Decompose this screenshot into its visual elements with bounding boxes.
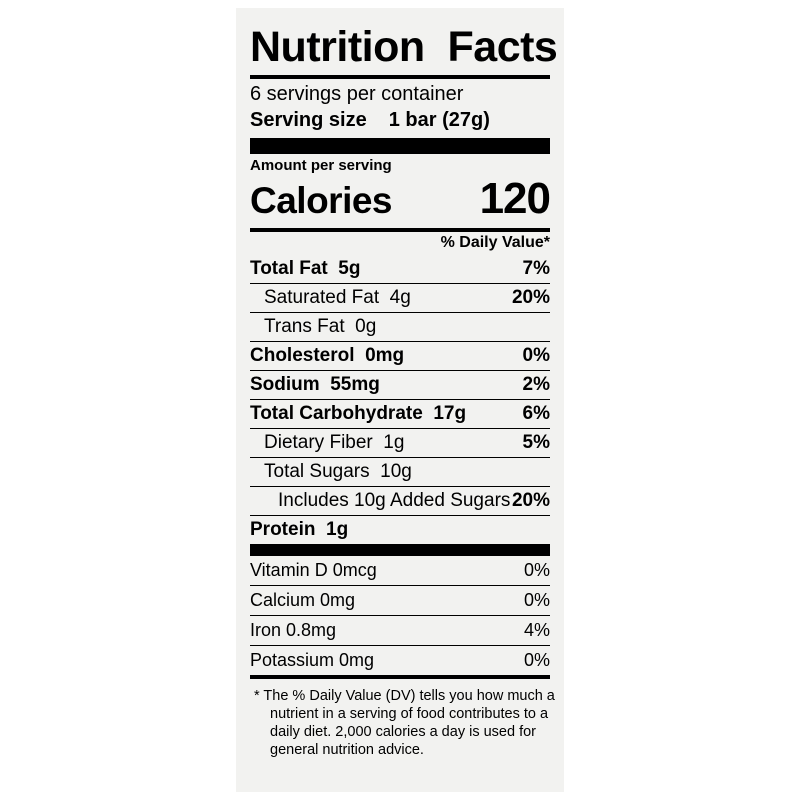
vitamin-row-vitamin-d	[250, 556, 550, 585]
nutrient-percent: 5%	[522, 432, 550, 453]
vitamin-percent: 0%	[523, 560, 550, 580]
nutrient-name: Dietary Fiber 1g	[264, 432, 405, 453]
divider-thick-top	[250, 138, 550, 154]
nutrient-name: Includes 10g Added Sugars	[278, 490, 511, 511]
page-title: Nutrition Facts	[250, 23, 558, 71]
nutrient-row-total-fat	[250, 255, 550, 283]
nutrient-name: Total Carbohydrate 17g	[250, 403, 467, 424]
nutrient-percent: 20%	[511, 287, 550, 308]
vitamin-row-potassium	[250, 645, 550, 675]
nutrient-row-protein	[250, 515, 550, 544]
serving-size-row	[250, 108, 550, 138]
nutrient-name: Protein 1g	[250, 519, 349, 540]
daily-value-header: % Daily Value*	[440, 234, 550, 251]
servings-per-container: 6 servings per container	[250, 83, 464, 105]
vitamin-name: Vitamin D 0mcg	[250, 560, 377, 580]
nutrient-name: Total Fat 5g	[250, 258, 361, 279]
nutrient-name: Saturated Fat 4g	[264, 287, 411, 308]
calories-label: Calories	[250, 180, 393, 221]
calories-value: 120	[479, 174, 550, 223]
vitamin-name: Iron 0.8mg	[250, 620, 337, 640]
nutrient-row-total-sugars	[250, 457, 550, 486]
daily-value-footnote	[250, 679, 555, 760]
nutrient-percent: 7%	[522, 258, 550, 279]
vitamin-row-calcium	[250, 585, 550, 615]
vitamin-name: Calcium 0mg	[250, 590, 356, 610]
serving-size-label: Serving size	[250, 109, 367, 131]
serving-size-value: 1 bar (27g)	[388, 109, 490, 131]
nutrient-percent: 6%	[522, 403, 550, 424]
footnote-line: daily diet. 2,000 calories a day is used for	[270, 724, 536, 741]
vitamin-name: Potassium 0mg	[250, 650, 375, 670]
nutrient-row-trans-fat	[250, 312, 550, 341]
nutrient-row-sodium	[250, 370, 550, 399]
nutrient-name: Sodium 55mg	[250, 374, 380, 395]
footnote-line: general nutrition advice.	[270, 742, 424, 759]
nutrient-percent: 2%	[522, 374, 550, 395]
amount-per-serving-label: Amount per serving	[250, 157, 392, 174]
nutrition-facts-panel	[236, 8, 564, 792]
divider-thick-vitamins	[250, 544, 550, 556]
nutrient-row-saturated-fat	[250, 283, 550, 312]
vitamin-percent: 4%	[523, 620, 550, 640]
nutrient-row-cholesterol	[250, 341, 550, 370]
footnote-line: nutrient in a serving of food contributes to a	[270, 706, 549, 723]
nutrient-name: Trans Fat 0g	[264, 316, 377, 337]
footnote-line: * The % Daily Value (DV) tells you how much a	[254, 688, 555, 704]
nutrient-name: Total Sugars 10g	[264, 461, 412, 482]
nutrient-percent: 0%	[522, 345, 550, 366]
calories-row	[250, 174, 550, 228]
vitamin-row-iron	[250, 615, 550, 645]
nutrient-row-dietary-fiber	[250, 428, 550, 457]
nutrient-name: Cholesterol 0mg	[250, 345, 405, 366]
nutrient-percent: 20%	[511, 490, 550, 511]
vitamin-percent: 0%	[523, 650, 550, 670]
nutrient-row-total-carbohydrate	[250, 399, 550, 428]
vitamin-percent: 0%	[523, 590, 550, 610]
nutrient-row-added-sugars	[250, 486, 550, 515]
